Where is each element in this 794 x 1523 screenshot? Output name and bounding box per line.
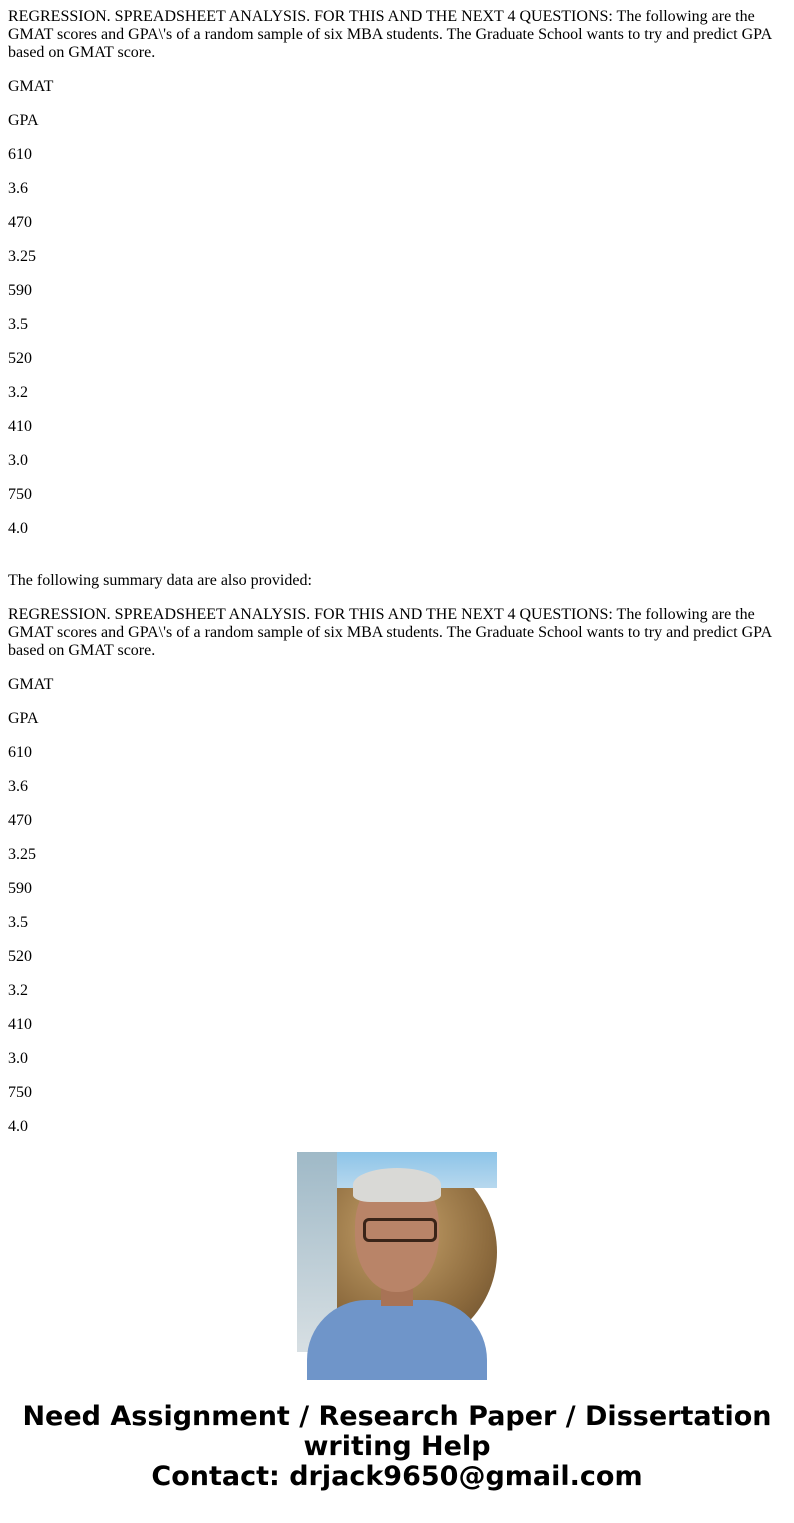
gmat-value: 410 [8, 1016, 32, 1033]
gmat-value: 610 [8, 744, 32, 761]
question-block-repeat [8, 606, 786, 1136]
promo-line-1: Need Assignment / Research Paper / Dissertation [22, 1401, 772, 1432]
question-intro: REGRESSION. SPREADSHEET ANALYSIS. FOR THIS AND THE NEXT 4 QUESTIONS: The following are the GMAT scores and GPA\'s of a random sample of six MBA students. The Graduate School wants to try and predict GPA based on GMAT score. [8, 606, 772, 659]
gpa-value: 3.5 [8, 316, 28, 333]
gpa-value: 3.0 [8, 452, 28, 469]
gpa-value: 3.2 [8, 384, 28, 401]
gmat-value: 750 [8, 1084, 32, 1101]
gpa-value: 3.25 [8, 248, 36, 265]
header-gpa: GPA [8, 710, 39, 727]
promo-contact: Contact: drjack9650@gmail.com [151, 1461, 643, 1492]
promo-line-2: writing Help [303, 1431, 491, 1462]
gmat-value: 520 [8, 948, 32, 965]
avatar [297, 1152, 497, 1352]
gmat-value: 590 [8, 880, 32, 897]
question-block [8, 8, 786, 590]
gpa-value: 4.0 [8, 1118, 28, 1135]
question-intro: REGRESSION. SPREADSHEET ANALYSIS. FOR THIS AND THE NEXT 4 QUESTIONS: The following are the GMAT scores and GPA\'s of a random sample of six MBA students. The Graduate School wants to try and predict GPA based on GMAT score. [8, 8, 772, 61]
summary-note: The following summary data are also provided: [8, 572, 312, 589]
gmat-value: 470 [8, 812, 32, 829]
gmat-value: 610 [8, 146, 32, 163]
gmat-value: 590 [8, 282, 32, 299]
promo-section [0, 1152, 794, 1492]
gpa-value: 3.25 [8, 846, 36, 863]
gpa-value: 3.6 [8, 778, 28, 795]
header-gpa: GPA [8, 112, 39, 129]
gpa-value: 3.5 [8, 914, 28, 931]
gpa-value: 4.0 [8, 520, 28, 537]
header-gmat: GMAT [8, 676, 54, 693]
gpa-value: 3.6 [8, 180, 28, 197]
gmat-value: 470 [8, 214, 32, 231]
promo-text [0, 1402, 794, 1492]
gmat-value: 750 [8, 486, 32, 503]
gpa-value: 3.2 [8, 982, 28, 999]
spacer [8, 554, 786, 572]
gpa-value: 3.0 [8, 1050, 28, 1067]
header-gmat: GMAT [8, 78, 54, 95]
gmat-value: 520 [8, 350, 32, 367]
gmat-value: 410 [8, 418, 32, 435]
